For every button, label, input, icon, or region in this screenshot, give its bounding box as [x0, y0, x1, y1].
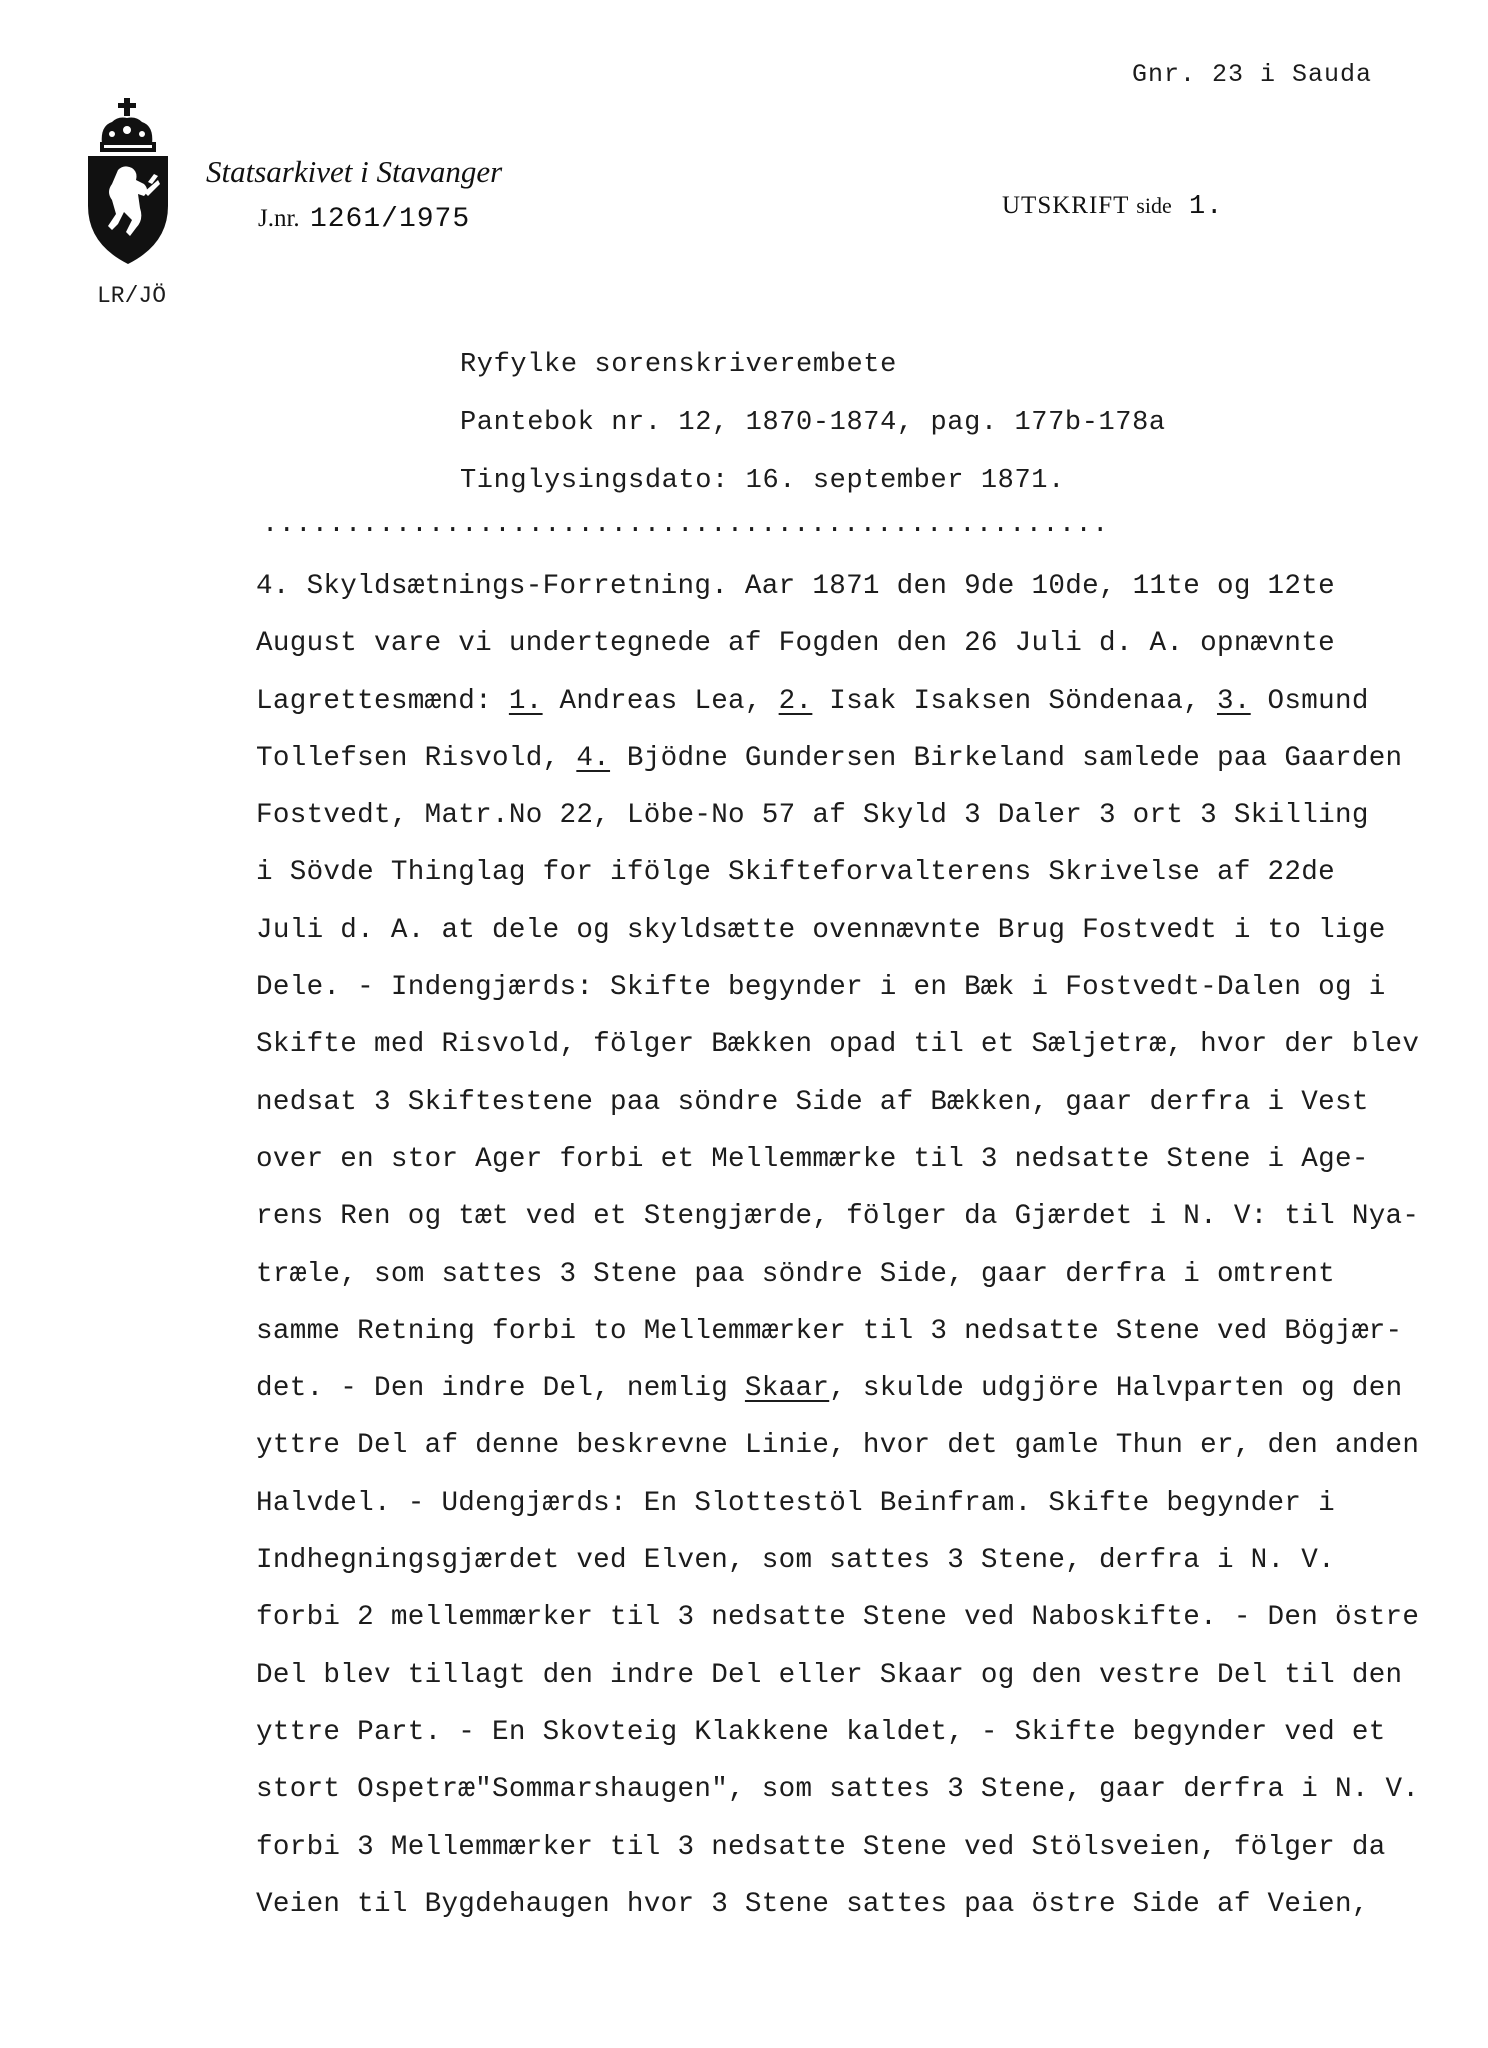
text-line	[256, 1188, 1426, 1245]
text-segment: 1.	[508, 685, 543, 717]
text-line	[256, 558, 1426, 615]
text-segment: nedsat 3 Skiftestene paa söndre Side af Bækken, gaar derfra i Vest	[256, 1086, 1369, 1118]
text-segment: 3.	[1216, 685, 1251, 717]
text-line	[256, 1016, 1426, 1073]
journal-number	[258, 204, 470, 235]
text-line	[256, 1246, 1426, 1303]
text-segment: over en stor Ager forbi et Mellemmærke til 3 nedsatte Stene i Age-	[256, 1143, 1369, 1175]
text-line	[256, 1704, 1426, 1761]
text-segment: samme Retning forbi to Mellemmærker til 3 nedsatte Stene ved Bögjær-	[256, 1315, 1403, 1347]
text-segment: August vare vi undertegnede af Fogden den 26 Juli d. A. opnævnte	[256, 628, 1335, 660]
text-line	[256, 1417, 1426, 1474]
text-line	[256, 787, 1426, 844]
text-line	[256, 1131, 1426, 1188]
text-segment: 2.	[778, 685, 813, 717]
text-segment: det. - Den indre Del, nemlig	[256, 1373, 745, 1405]
text-segment: Isak Isaksen Söndenaa,	[812, 685, 1217, 717]
source-office: Ryfylke sorenskriverembete	[460, 350, 897, 380]
text-line	[256, 673, 1426, 730]
text-segment: Lagrettesmænd:	[256, 685, 509, 717]
text-segment: Indhegningsgjærdet ved Elven, som sattes 3 Stene, derfra i N. V.	[256, 1545, 1335, 1577]
side-number: 1.	[1188, 192, 1224, 222]
text-line	[256, 1876, 1426, 1933]
side-label: side	[1136, 193, 1172, 218]
coat-of-arms-icon	[78, 96, 178, 266]
text-segment: rens Ren og tæt ved et Stengjærde, fölger da Gjærdet i N. V: til Nya-	[256, 1201, 1420, 1233]
journal-number-label: J.nr.	[258, 205, 300, 232]
text-line	[256, 1360, 1426, 1417]
text-line	[256, 1761, 1426, 1818]
source-book: Pantebok nr. 12, 1870-1874, pag. 177b-178a	[460, 408, 1166, 438]
text-segment: Juli d. A. at dele og skyldsætte ovennævnte Brug Fostvedt i to lige	[256, 914, 1386, 946]
text-segment: i Sövde Thinglag for ifölge Skifteforvalterens Skrivelse af 22de	[256, 857, 1335, 889]
dotted-separator: ...................................................	[262, 510, 1109, 540]
text-segment: Halvdel. - Udengjærds: En Slottestöl Beinfram. Skifte begynder i	[256, 1487, 1335, 1519]
text-line	[256, 1819, 1426, 1876]
text-segment: Andreas Lea,	[542, 685, 779, 717]
initials: LR/JÖ	[97, 283, 167, 309]
text-segment: Del blev tillagt den indre Del eller Skaar og den vestre Del til den	[256, 1659, 1403, 1691]
text-line	[256, 1074, 1426, 1131]
text-segment: Skaar	[744, 1373, 830, 1405]
utskrift-label: UTSKRIFT	[1002, 192, 1130, 219]
text-segment: 4.	[576, 742, 611, 774]
transcript-body	[256, 558, 1426, 1933]
text-line	[256, 844, 1426, 901]
text-line	[256, 730, 1426, 787]
text-segment: forbi 3 Mellemmærker til 3 nedsatte Stene ved Stölsveien, fölger da	[256, 1831, 1386, 1863]
text-segment: 4. Skyldsætnings-Forretning. Aar 1871 den 9de 10de, 11te og 12te	[256, 571, 1335, 602]
text-segment: Osmund	[1250, 685, 1369, 717]
text-segment: stort Ospetræ"Sommarshaugen", som sattes 3 Stene, gaar derfra i N. V.	[256, 1774, 1420, 1806]
text-segment: Fostvedt, Matr.No 22, Löbe-No 57 af Skyld 3 Daler 3 ort 3 Skilling	[256, 800, 1369, 832]
journal-number-value: 1261/1975	[309, 204, 471, 235]
text-segment: yttre Part. - En Skovteig Klakkene kaldet, - Skifte begynder ved et	[256, 1716, 1386, 1748]
text-segment: , skulde udgjöre Halvparten og den	[829, 1373, 1403, 1405]
text-segment: Skifte med Risvold, fölger Bækken opad til et Sæljetræ, hvor der blev	[256, 1029, 1420, 1061]
text-segment: forbi 2 mellemmærker til 3 nedsatte Stene ved Naboskifte. - Den östre	[256, 1602, 1420, 1634]
text-line	[256, 1475, 1426, 1532]
text-line	[256, 615, 1426, 672]
text-segment: Tollefsen Risvold,	[256, 742, 577, 774]
text-segment: Veien til Bygdehaugen hvor 3 Stene sattes paa östre Side af Veien,	[256, 1888, 1369, 1920]
text-line	[256, 959, 1426, 1016]
text-line	[256, 1647, 1426, 1704]
text-line	[256, 1532, 1426, 1589]
farm-reference: Gnr. 23 i Sauda	[1132, 60, 1373, 89]
text-segment: yttre Del af denne beskrevne Linie, hvor det gamle Thun er, den anden	[256, 1430, 1420, 1462]
text-segment: Dele. - Indengjærds: Skifte begynder i en Bæk i Fostvedt-Dalen og i	[256, 972, 1386, 1004]
text-line	[256, 1589, 1426, 1646]
source-date: Tinglysingsdato: 16. september 1871.	[460, 466, 1065, 496]
archive-name: Statsarkivet i Stavanger	[206, 154, 503, 189]
text-line	[256, 902, 1426, 959]
text-segment: Bjödne Gundersen Birkeland samlede paa Gaarden	[610, 742, 1403, 774]
source-reference	[460, 336, 1166, 510]
text-line	[256, 1303, 1426, 1360]
text-segment: træle, som sattes 3 Stene paa söndre Side, gaar derfra i omtrent	[256, 1258, 1335, 1290]
transcript-page-label	[1002, 192, 1223, 222]
